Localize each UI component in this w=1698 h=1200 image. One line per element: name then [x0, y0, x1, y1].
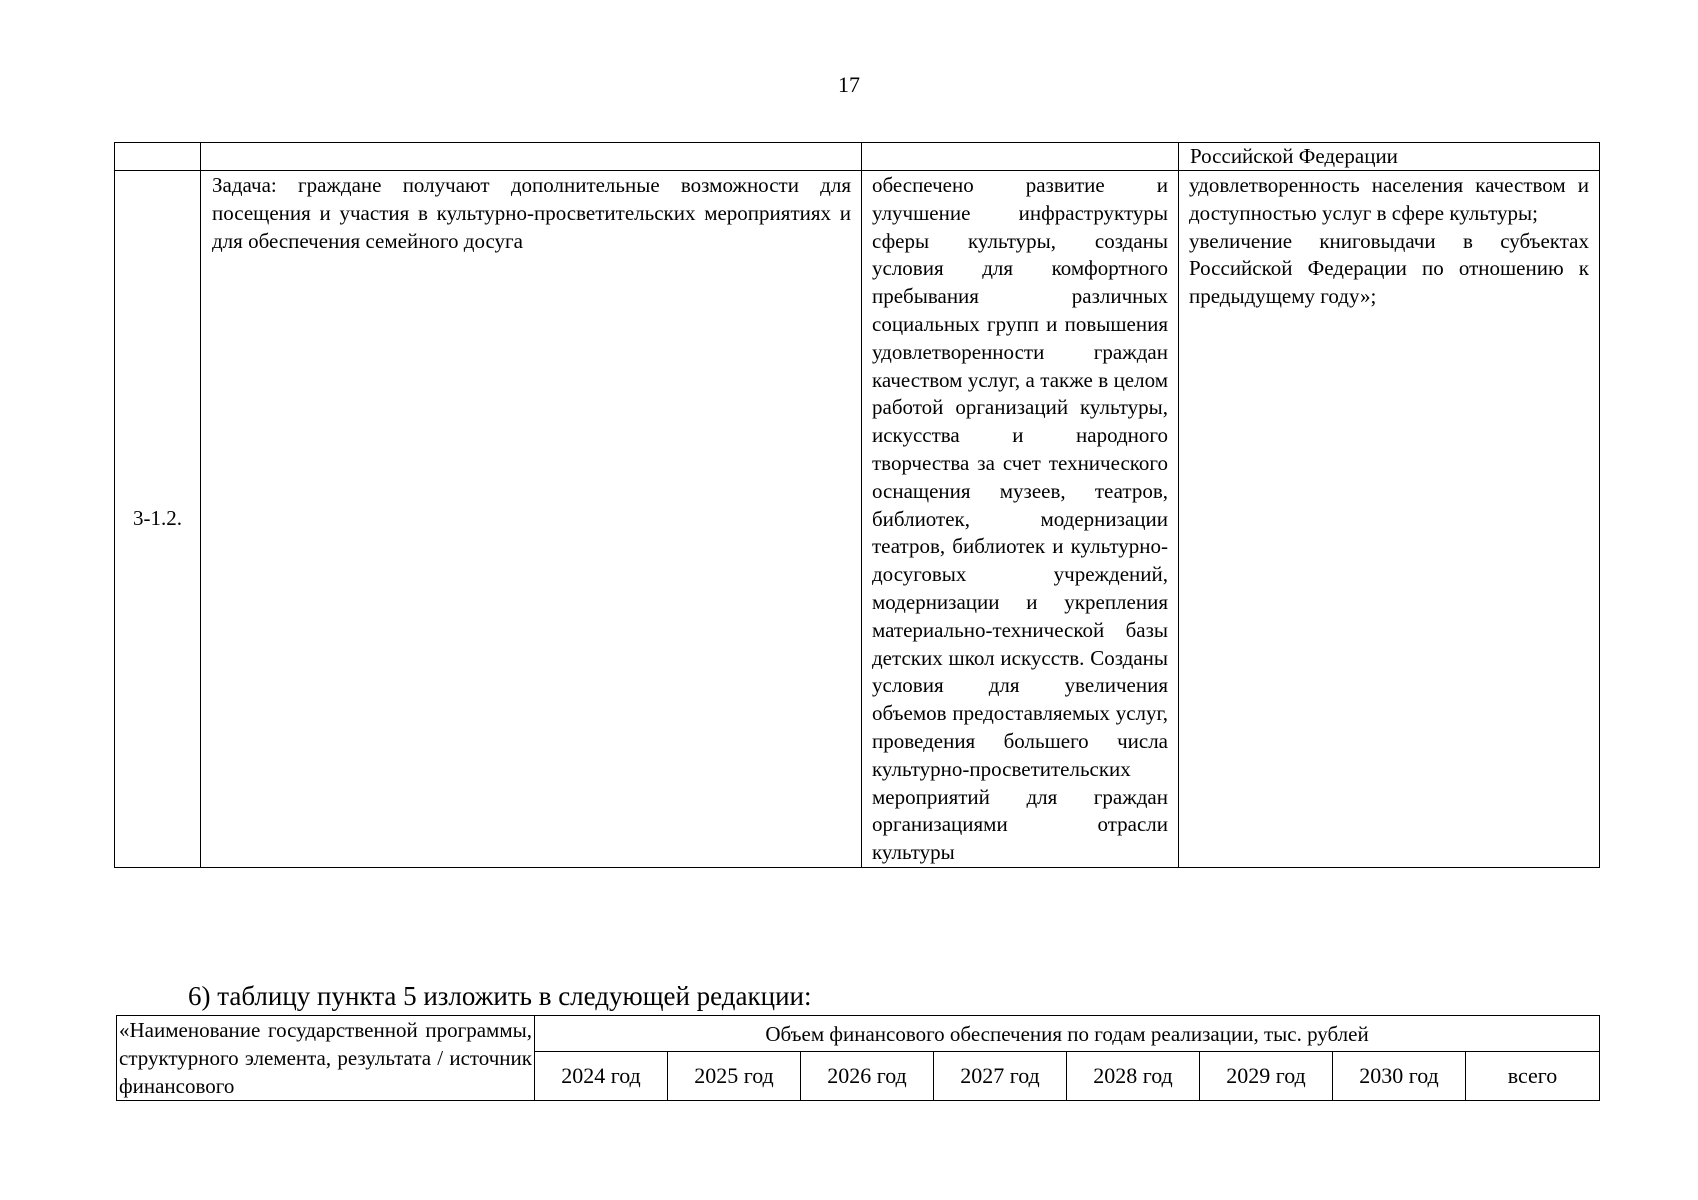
year-total: всего [1466, 1052, 1600, 1101]
table-row [115, 171, 1600, 868]
cell-indicator-continuation: Российской Федерации [1179, 143, 1600, 171]
page-number: 17 [838, 72, 860, 97]
cell-number-empty [115, 143, 201, 171]
year-2030: 2030 год [1333, 1052, 1466, 1101]
cell-task-empty [201, 143, 862, 171]
table-row-continuation [115, 143, 1600, 171]
program-name-header: «Наименование государственной программы, структурного элемента, результата / источник финансового [117, 1016, 535, 1101]
result-text: обеспечено развитие и улучшение инфраструктуры сферы культуры, созданы условия для комфортного пребывания различных социальных групп и повышения удовлетворенности граждан качеством услуг, а также в целом работой организаций культуры, искусства и народного творчества за счет технического оснащения музеев, театров, библиотек, модернизации театров, библиотек и культурно-досуговых учреждений, модернизации и укрепления материально-технической базы детских школ искусств. Созданы условия для увеличения объемов предоставляемых услуг, проведения большего числа культурно-просветительских мероприятий для граждан организациями отрасли культуры [862, 171, 1179, 868]
row-number: 3-1.2. [115, 171, 201, 868]
indicator-cell [1179, 171, 1600, 868]
task-text: Задача: граждане получают дополнительные возможности для посещения и участия в культурно-просветительских мероприятиях и для обеспечения семейного досуга [201, 171, 862, 868]
targets-table [114, 142, 1600, 868]
year-2024: 2024 год [535, 1052, 668, 1101]
year-2025: 2025 год [668, 1052, 801, 1101]
year-2028: 2028 год [1067, 1052, 1200, 1101]
year-2029: 2029 год [1200, 1052, 1333, 1101]
year-2027: 2027 год [934, 1052, 1067, 1101]
financing-header-row [117, 1016, 1600, 1052]
volume-header: Объем финансового обеспечения по годам реализации, тыс. рублей [535, 1016, 1600, 1052]
indicator-satisfaction: удовлетворенность населения качеством и доступностью услуг в сфере культуры; [1189, 173, 1589, 225]
year-2026: 2026 год [801, 1052, 934, 1101]
cell-result-empty [862, 143, 1179, 171]
financing-table [116, 1015, 1600, 1101]
instruction-text: 6) таблицу пункта 5 изложить в следующей редакции: [188, 981, 812, 1011]
indicator-book-lending: увеличение книговыдачи в субъектах Российской Федерации по отношению к предыдущему году»; [1189, 228, 1589, 309]
